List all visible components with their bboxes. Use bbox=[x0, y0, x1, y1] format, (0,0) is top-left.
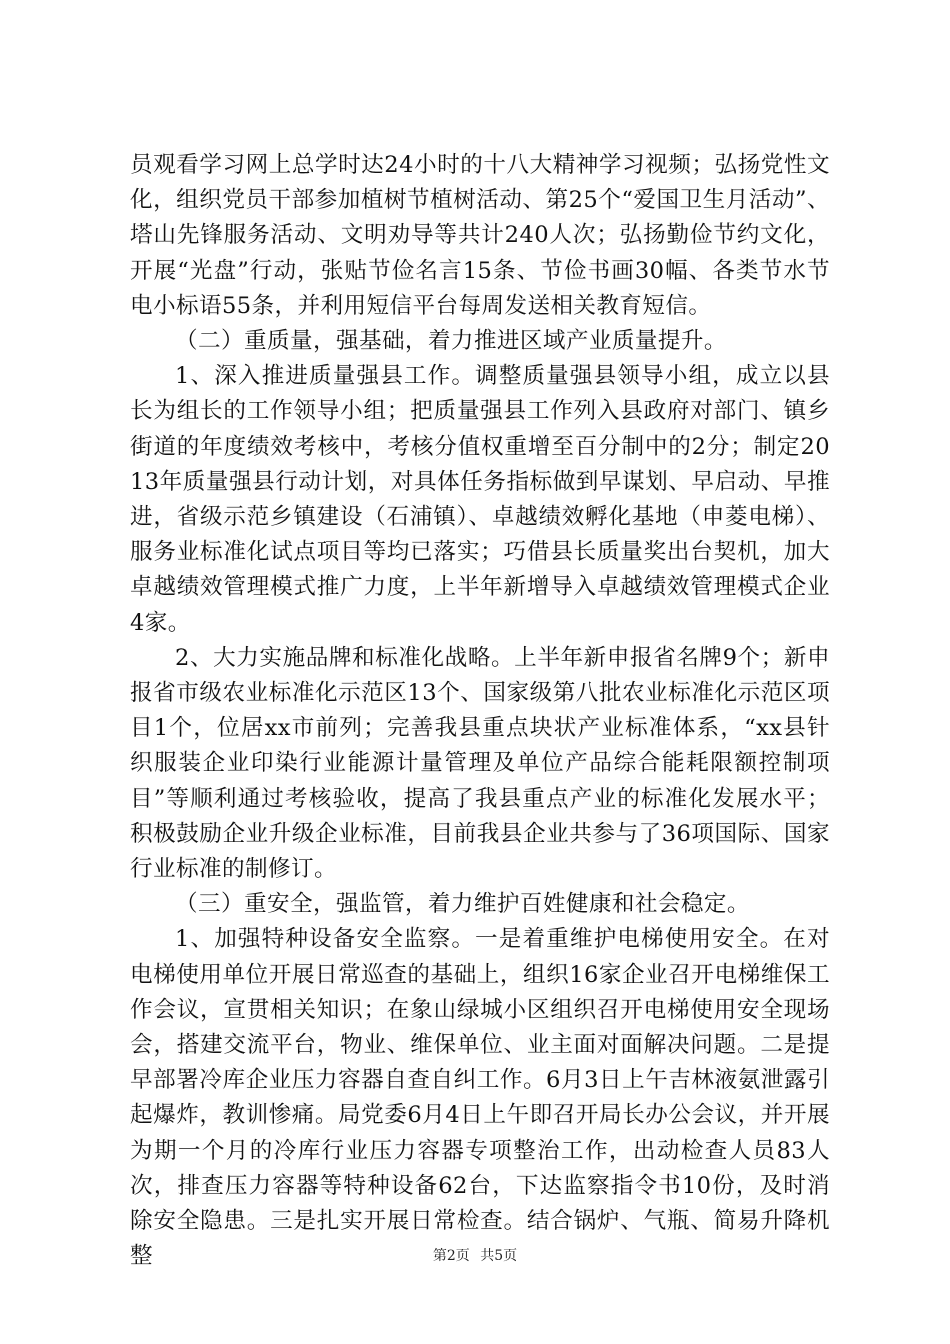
page-number: 第2页 bbox=[432, 1248, 470, 1264]
paragraph-brand-standard: 2、大力实施品牌和标准化战略。上半年新申报省名牌9个；新申报省市级农业标准化示范区13个、国家级第八批农业标准化示范区项目1个，位居xx市前列；完善我县重点块状产业标准体系，“xx县针织服装企业印染行业能源计量管理及单位产品综合能耗限额控制项目”等顺利通过考核验收，提高了我县重点产业的标准化发展水平；积极鼓励企业升级企业标准，目前我县企业共参与了36项国际、国家行业标准的制修订。 bbox=[130, 644, 830, 883]
page-total: 共5页 bbox=[480, 1248, 518, 1264]
paragraph-special-equipment: 1、加强特种设备安全监察。一是着重维护电梯使用安全。在对电梯使用单位开展日常巡查的基础上，组织16家企业召开电梯维保工作会议，宣贯相关知识；在象山绿城小区组织召开电梯使用安全现场会，搭建交流平台，物业、维保单位、业主面对面解决问题。二是提早部署冷库企业压力容器自查自纠工作。6月3日上午吉林液氨泄露引起爆炸，教训惨痛。局党委6月4日上午即召开局长办公会议，并开展为期一个月的冷库行业压力容器专项整治工作，出动检查人员83人次，排查压力容器等特种设备62台，下达监察指令书10份，及时消除安全隐患。三是扎实开展日常检查。结合锅炉、气瓶、简易升降机整 bbox=[130, 926, 830, 1270]
section-heading-3: （三）重安全，强监管，着力维护百姓健康和社会稳定。 bbox=[175, 891, 750, 918]
paragraph-quality-county: 1、深入推进质量强县工作。调整质量强县领导小组，成立以县长为组长的工作领导小组；把质量强县工作列入县政府对部门、镇乡街道的年度绩效考核中，考核分值权重增至百分制中的2分；制定2013年质量强县行动计划，对具体任务指标做到早谋划、早启动、早推进，省级示范乡镇建设（石浦镇）、卓越绩效孵化基地（申菱电梯）、服务业标准化试点项目等均已落实；巧借县长质量奖出台契机，加大卓越绩效管理模式推广力度，上半年新增导入卓越绩效管理模式企业4家。 bbox=[130, 363, 830, 636]
document-body bbox=[130, 148, 830, 1275]
page-footer bbox=[0, 1246, 950, 1266]
section-heading-2: （二）重质量，强基础，着力推进区域产业质量提升。 bbox=[175, 328, 727, 355]
paragraph-1: 员观看学习网上总学时达24小时的十八大精神学习视频；弘扬党性文化，组织党员干部参加植树节植树活动、第25个“爱国卫生月活动”、塔山先锋服务活动、文明劝导等共计240人次；弘扬勤俭节约文化，开展“光盘”行动，张贴节俭名言15条、节俭书画30幅、各类节水节电小标语55条，并利用短信平台每周发送相关教育短信。 bbox=[130, 152, 830, 319]
